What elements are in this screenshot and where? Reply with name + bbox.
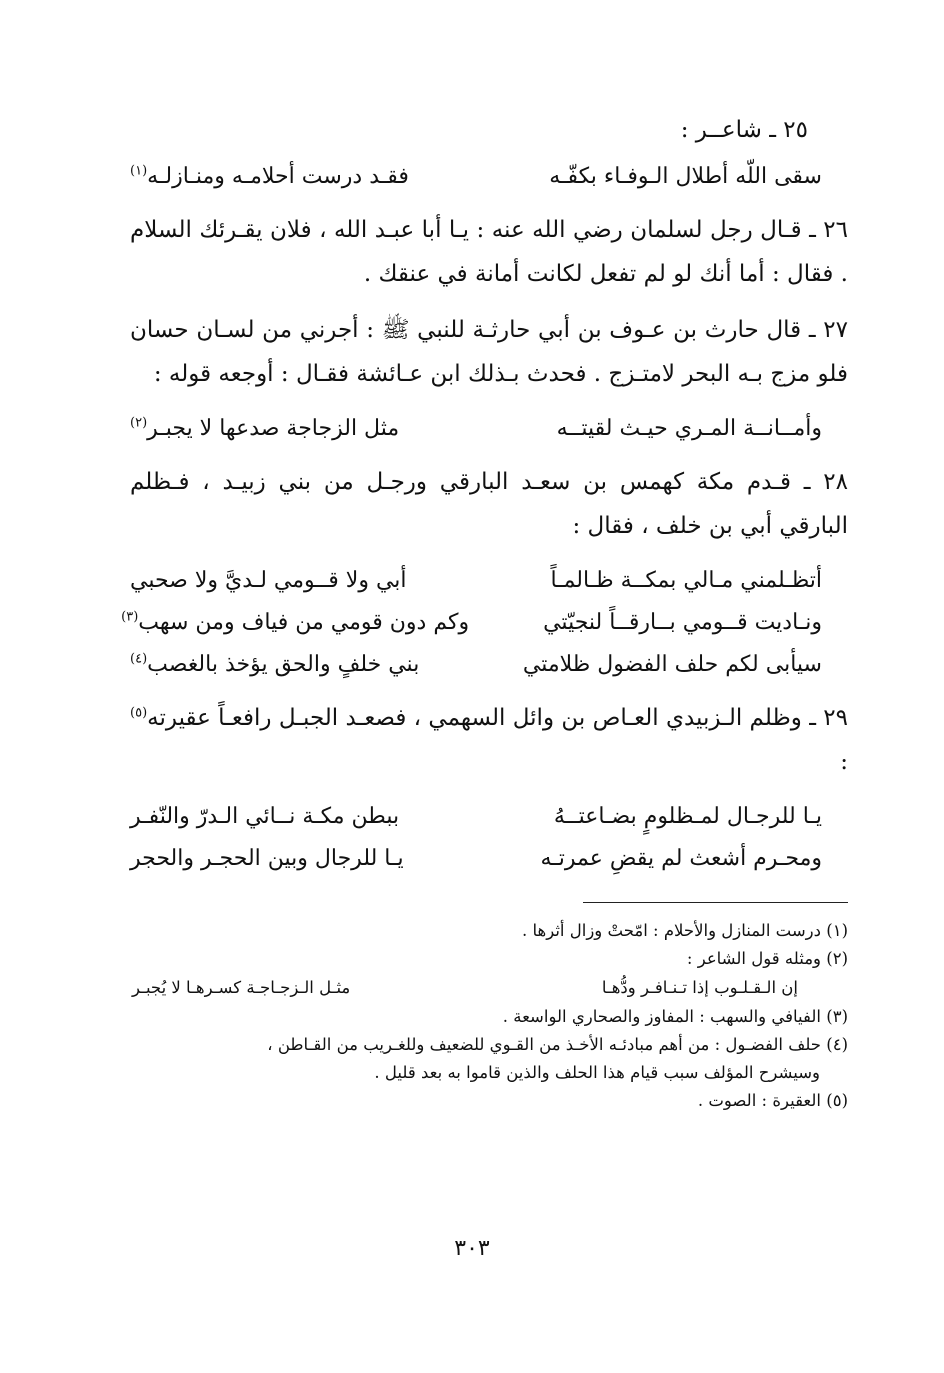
verse-second-hemistich: مثـل الـزجـاجـة كسـرهـا لا يُجبـر [132,978,351,997]
verse-second-text: بني خلفٍ والحق يؤخذ بالغصب [147,652,420,677]
footnote-2: (٢) ومثله قول الشاعر : [686,949,848,968]
verse-block-27 [130,408,848,450]
footnote-4: (٤) حلف الفضـول : من أهم مبادئـه الأخـذ من القـوي للضعيف وللغـريب من القـاطن ، [267,1035,848,1054]
verse-first-hemistich: إن الـقـلـوب إذا تـنـافـر ودُّهـا [601,978,798,997]
verse-second-text: مثل الزجاجة صدعها لا يجبـر [147,416,400,441]
verse-second-text: وكم دون قومي من فياف ومن سهب [138,610,470,635]
verse-second-hemistich [130,644,469,686]
verse-line [130,838,848,880]
paragraph-27: ٢٧ ـ قال حارث بن عـوف بن أبي حارثـة للنبي ﷺ : أجرني من لسـان حسان فلو مزج بـه البحر لامتـزج . فحدث بـذلك ابن عـائشة فقـال : أوجعه قوله : [130,317,848,387]
verse-first-hemistich: أتظـلمني مـالي بمكــة ظـالمـاً [550,568,822,593]
verse-first-hemistich: يـا للرجـال لمـظلومٍ بضـاعتــهُ [553,804,822,829]
footnotes [130,917,848,1115]
verse-second-text: فقـد درست أحلامـه ومنـازلـه [147,164,409,189]
verse-second-hemistich [130,408,469,450]
footnote-marker: (٣) [121,609,139,625]
verse-line [130,156,848,198]
verse-second-hemistich: يـا للرجال وبين الحجـر والحجر [130,846,404,871]
verse-second-hemistich [130,156,469,198]
footnote-marker: (٥) [130,705,148,721]
page-number: ٣٠٣ [454,1236,490,1261]
footnote-separator [583,902,848,903]
verse-line [130,560,848,602]
footnote-marker: (١) [130,163,148,179]
paragraph-26: ٢٦ ـ قـال رجل لسلمان رضي الله عنه : يـا أبا عبـد الله ، فلان يقـرئك السلام . فقال : أما أنك لو لم تفعل لكانت أمانة في عنقك . [130,217,848,287]
paragraph-29-text: ٢٩ ـ وظلم الـزبيدي العـاص بن وائل السهمي ، فصعـد الجبـل رافعـاً عقيرته [147,705,848,731]
verse-block-28 [121,560,848,686]
paragraph-29-end: : [840,749,848,775]
verse-line [121,602,848,644]
footnote-1: (١) درست المنازل والأحلام : امّحتْ وزال أثرها . [522,921,848,940]
footnote-marker: (٢) [130,415,148,431]
item-25-heading: ٢٥ ـ شاعــر : [680,117,808,143]
verse-second-hemistich [121,602,470,644]
verse-first-hemistich: سقى اللّه أطلال الـوفـاء بكفّـه [549,164,822,189]
verse-block-25 [130,156,848,198]
footnote-5: (٥) العقيرة : الصوت . [697,1091,848,1110]
footnote-marker: (٤) [130,651,148,667]
paragraph-29 [130,696,848,784]
verse-first-hemistich: ومحـرم أشعث لم يقضِ عمرتـه [540,846,822,871]
verse-block-29 [130,796,848,880]
footnote-2-verse [130,973,848,1003]
verse-first-hemistich: وأمــانــة المـري حيـث لقيتــه [556,416,822,441]
footnote-3: (٣) الفيافي والسهب : المفاوز والصحاري الواسعة . [502,1007,848,1026]
verse-line [130,796,848,838]
verse-first-hemistich: ونـاديت قــومي بــارقــاً لنجيّتي [543,610,822,635]
paragraph-28: ٢٨ ـ قـدم مكة كهمس بن سعـد البارقي ورجـل من بني زبيـد ، فـظلم البارقي أبي بن خلف ، فقال : [130,469,848,539]
verse-second-hemistich: ببطن مكـة نــائي الـدرّ والنّفـر [130,804,400,829]
footnote-4-continuation: وسيشرح المؤلف سبب قيام هذا الحلف والذين قاموا به بعد قليل . [374,1063,820,1082]
verse-first-hemistich: سيأبى لكم حلف الفضول ظلامتي [522,652,822,677]
verse-line [130,408,848,450]
verse-second-hemistich: أبي ولا قــومي لـديَّ ولا صحبي [130,568,407,593]
verse-line [130,644,848,686]
